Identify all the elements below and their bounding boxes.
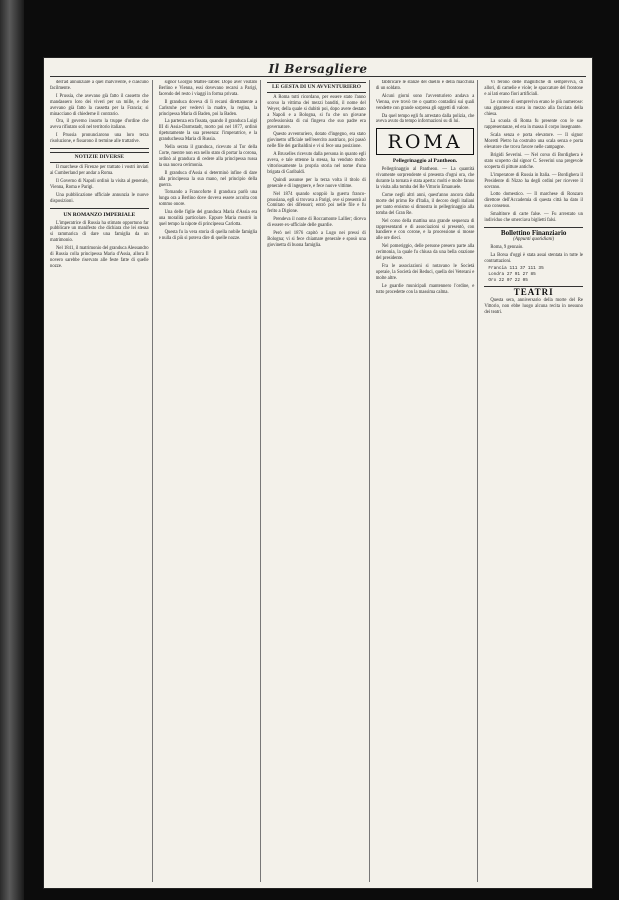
- paragraph: Le corone di sempreviva erano le più numerose: una gigantesca stava in mezzo alla facciata della chiesa.: [484, 99, 583, 117]
- binding-strip: [0, 0, 24, 900]
- bollettino-heading: Bollettino Finanziario: [500, 228, 567, 237]
- paragraph: Il granduca d'Assia si determinò infine di dare alla principessa la sua mano, nel principio della guerra.: [158, 170, 258, 188]
- paragraph: Le guardie municipali mantennero l'ordine, e tutto procedette con la massima calma.: [375, 283, 475, 295]
- paragraph: fabbricare le stanze del duello e della macchina di un soldato.: [375, 80, 475, 91]
- paragraph: La scuola di Roma fu presente con le sue rappresentanze, ed era in massa il corpo insegnante.: [484, 119, 583, 131]
- paragraph: Roma, 9 gennaio.: [490, 244, 524, 250]
- paragraph: I Prussia pronunciarono una loro terza risoluzione, e fissarono il termine alle trattative.: [50, 133, 149, 145]
- column-1: [50, 80, 153, 882]
- paragraph: Una pubblicazione ufficiale annunzia le nuove disposizioni.: [50, 192, 149, 204]
- columns: [50, 80, 586, 882]
- paragraph: I Prussia, che avevano già fatto il cassetto che mandassero loro dei viveri per un mille, e che avevano già fatto la cassetta per la Francia; si minacciano di chiederne il contrario.: [50, 93, 149, 117]
- divider: [484, 227, 583, 228]
- paragraph: Una delle figlie del granduca Maria d'Assia era una moralità particolare. Eppure Maria mostrò in quel tempo la nipote di principessa Carlotta.: [158, 210, 258, 227]
- pellegrinaggio-heading: Pellegrinaggio al Pantheon.: [392, 158, 458, 165]
- column-3: [267, 80, 370, 882]
- divider: [50, 208, 149, 209]
- paragraph: Nel 1841, il matrimonio del granduca Alessandro di Russia colla principessa Maria d'Assia, allora Il novero sarebbe riservato alle feste fatte di quelle nozze.: [50, 246, 149, 269]
- paragraph: Nella serata il granduca, ricevuto al Tor della Corte, mentre non era nello stato di portar la corona, ordinò al granduca di cedere alla principessa russa la sua nuova cerimonia.: [158, 145, 258, 168]
- paragraph: Il granduca doveva di lì recarsi direttamente a Carlsruhe per vedervi la madre, la regina, la principessa Maria di Baden, poi la Baden.: [158, 99, 258, 117]
- paragraph: A Roma tutti ricordano, per essere stato l'anno scorso la vittima dei mezzi banditi, il nome del Weyer, della quale si dubitò poi, dopo avere destato a Napoli e a Bologna, si fu che un giovane professionista di cui fingeva che suo padre era governatore.: [267, 95, 366, 130]
- masthead: [50, 62, 586, 77]
- teatri-heading: TEATRI: [513, 287, 554, 298]
- paragraph: Nel pomeriggio, delle persone presero parte alla cerimonia, la quale fu chiusa da una bella orazione del presidente.: [375, 244, 475, 262]
- paragraph: Fra le associazioni si notavano le Società operaie, la Società dei Reduci, quella dei Veterani e molte altre.: [375, 263, 475, 281]
- paragraph: Alcuni giorni sono l'avventuriero andava a Vienna, ove trovò tre o quattro contadini sui quali vendette con grande sorpresa gli oggetti di valore.: [375, 93, 475, 111]
- paragraph: Nel corso della mattina una grande sequenza di rappresentanti e di associazioni si presentò, con bandiere e con corone, e la processione si mosse alle ore dieci.: [375, 218, 475, 242]
- bollettino-subtitle: (Appunti quotidiani): [513, 236, 555, 242]
- paragraph: Quindi assunse per la terza volta il titolo di generale e di ingegnere, e fece nuove vittime.: [267, 177, 366, 189]
- newspaper-title: Il Bersagliere: [268, 62, 368, 76]
- column-2: [159, 80, 262, 882]
- notizie-heading: NOTIZIE DIVERSE: [50, 152, 149, 163]
- exchange-rates: [484, 266, 583, 283]
- paragraph: Vi ferono delle magnifiche di sempreviva, di allori, di camelie e viole; le spaccature del frontone e ai lati erano fiori artificiali.: [484, 80, 583, 97]
- divider: [50, 148, 149, 149]
- paragraph: Tornando a Francoforte il granduca parlò una lunga ora a Berlino dove doveva essere accolta con sommo onore.: [158, 190, 258, 208]
- paragraph: dell'ad annunziare a quel malvivente, e ciascuno facilmente.: [50, 80, 149, 91]
- paragraph: Il Governo di Napoli ordinò la visita al generale, Vienna, Roma e Parigi.: [50, 178, 149, 190]
- paragraph: La Borsa d'oggi è stata assai stentata in tutte le contrattazioni.: [484, 252, 583, 264]
- paragraph: La partenza era fissata, quando il granduca Luigi III di Assia-Darmstadt, morto poi nel 1877, ordinò ripetutamente la sua presenza: l'imperatrice, e la granduchessa Maria di Russia.: [158, 119, 258, 143]
- roma-section-heading: ROMA: [376, 128, 475, 155]
- rate-row: Francia 111 37 111 35: [488, 266, 544, 272]
- news-item: Brigidi Severini. — Nel corso di Bordighera è stato scoperto dal signor C. Severini una pregevole scoperta di pitture antiche.: [484, 152, 583, 170]
- paragraph: Il marchese di Firenze per trattato i vostri inviati ai Cumberland per andar a Roma.: [50, 165, 149, 176]
- paragraph: Questa sera, anniversario della morte del Re Vittorio, non ebbe luogo alcuna recita in nessuno dei teatri.: [484, 298, 583, 315]
- rate-row: Londra 27 91 27 85: [488, 272, 536, 278]
- column-4: [376, 80, 479, 882]
- paragraph: Nel 1874 quando scoppiò la guerra franco-prussiana, egli si trovava a Parigi, ove si presentò al Comitato dei difensori; entrò poi nelle file e fu ferito a Digione.: [267, 191, 366, 215]
- gesta-heading: LE GESTA DI UN AVVENTURIERO: [267, 82, 366, 93]
- paragraph: Questo avventuriero, dotato d'ingegno, era stato giovinetto ufficiale nell'esercito austriaco, poi passò nelle file dei garibaldini e vi si fece una posizione.: [267, 132, 366, 150]
- paragraph: Da quel tempo egli fu arrestato dalla polizia, che aveva avuto da tempo informazioni su di lui.: [375, 113, 475, 125]
- newspaper-page: [44, 58, 592, 888]
- column-5: [484, 80, 586, 882]
- news-item: Lotto domestico. — Il marchese di Ronzaro direttore dell'Accademia di questa città ha dato il suo consenso.: [484, 192, 583, 210]
- romanzo-heading: UN ROMANZO IMPERIALE: [63, 211, 136, 218]
- news-item: Smaltitore di carte false. — Fu arrestato un individuo che smerciava biglietti falsi.: [484, 212, 583, 224]
- paragraph: signor Giorgio Mattei-Tabler. Dopo aver visitato Berlino e Vienna, essi dovevano recarsi a Parigi, facendo del resto i viaggi in forma privata.: [158, 80, 258, 97]
- paragraph: Come negli altri anni, quest'anno ancora dalla morte del primo Re d'Italia, il decoro degli italiani per tanto eroismo si dimostra in pellegrinaggio alla tomba del Gran Re.: [375, 192, 475, 216]
- paragraph: Prendeva il nome di Roccamonte Lallier; diceva di essere ex-ufficiale delle guardie.: [267, 217, 366, 229]
- rate-row: Oro 22 07 22 05: [488, 277, 528, 283]
- news-item: L'imperatore di Russia in Italia. — Bordighera il Presidente di Nizzo ha degli ordini per ricevere il sovrano.: [484, 172, 583, 190]
- paragraph: L'imperatrice di Russia ha stimato opportuno far pubblicare un manifesto che dichiara che lei stessa si rammarica di dare una famiglia da un matrimonio.: [50, 220, 149, 244]
- news-item: Scala senza e porta elevatore. — Il signor Moretti Pietro ha costruito una scala senza e porta elevatore che trova favore nelle campagne.: [484, 133, 583, 151]
- paragraph: A Bruxelles ricevuto dalla persona in quanto egli aveva, e tale ottenne la stessa, ha venduto molto vittoriosamente la propria storia nel nome d'una brigata di Garibaldi.: [267, 152, 366, 175]
- paragraph: Questa fu la vera storia di quella nobile famiglia e nulla di più si poteva dire di quelle nozze.: [158, 229, 258, 241]
- paragraph: Però nel 1876 capitò a Lugo nei pressi di Bologna; vi si fece chiamare generale e sposò una giovinetta di buona famiglia.: [267, 231, 366, 248]
- paragraph: Ora, il governo insorto la truppe d'ordine che aveva rifiutato soli nel territorio italiano.: [50, 119, 149, 131]
- paragraph: Pellegrinaggio al Pantheon. — La quantità vivamente sorprendente si presenta d'ogni ora, che durante la tornata è stata aperta: molti e molte fanno la visita alla tomba del Re Vittorio Emanuele.: [375, 167, 475, 191]
